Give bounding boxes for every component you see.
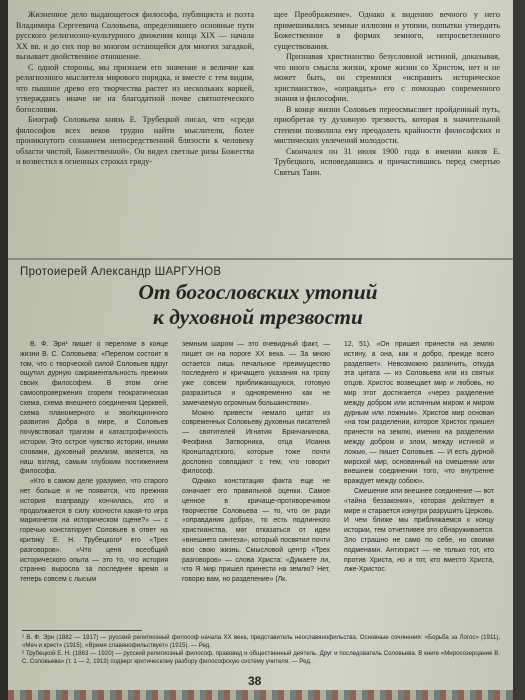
footnote: ¹ В. Ф. Эрн (1882 — 1917) — русский религиозный философ начала XX века, представитель неославянофильства. Основные сочинения: «Борьба за Логос» (1911), «Меч и крест» (1915), «Время славянофильствует» (1915). — Ред. [22, 634, 500, 649]
intro-paragraph: Признавая христианство безусловной истиной, доказывая, что иного смысла жизни, кроме жизни со Христом, нет и не может быть, он стремился «исправить историческое христианство», «оправдать» его с помощью современного знания и философии. [274, 52, 500, 103]
background-fabric-strip [8, 690, 513, 700]
intro-paragraph: Скончался он 31 июля 1900 года в имении князя Е. Трубецкого, исповедавшись и причастившись перед смертью Святых Таин. [274, 146, 500, 177]
intro-column-left [16, 10, 254, 168]
article-paragraph: Смешение или внешнее соединение — вот «тайна беззакония», которая действует в мире и старается изнутри разрушить Церковь. И чем ближе мы приближаемся к концу истории, тем отчетливее это обнаруживается. Зло страшно не само по себе, но своими подменами. Антихрист — не только тот, кто против Христа, но и тот, кто вместо Христа, лже-Христос. [344, 487, 494, 574]
article-column-3 [344, 340, 494, 575]
article-title [88, 280, 428, 330]
intro-column-right [274, 10, 500, 178]
intro-paragraph: Биограф Соловьева князь Е. Трубецкой писал, что «среди философов всех веков трудно найти мыслителя, более проникнутого сознанием непосредственной близости к человеку области чистой, Божественной». Он видел светлые ризы Божества и возвестил в огненных строках гряду- [16, 115, 254, 166]
page-binding-shadow [0, 0, 8, 700]
article-title-line: От богословских утопий [138, 280, 378, 304]
article-column-2 [182, 340, 330, 585]
page-number: 38 [248, 674, 262, 688]
article-paragraph: «Кто в самом деле уразумел, что старого нет больше и не появится, что прежняя история взаправду кончилась, кто и продолжается в силу косности какая-то игра марионеток на историческом сцене?» — с горечью констатирует Соловьев в ответ на критику Е. Н. Трубецкого² его «Трех разговоров». «Что ценя всеобщий исторического опыта — это то, что история странно выросла за последнее время и теперь совсем с лысым [20, 478, 168, 584]
intro-paragraph: С одной стороны, мы признаем его значение и величие как религиозного мыслителя мирового порядка, и вместе с тем видим, что пышное древо его творчества растет из нескольких корней, утверждаясь иначе не на благодатной почве святоотеческого богословия. [16, 62, 254, 114]
article-paragraph: 12, 51). «Он пришел принести на землю истину, а она, как и добро, прежде всего разделяет». Невозможно различить, откуда эта цитата — из Соловьева или из святых отцов. Христос возвещает мир и любовь, но мир этот достигается «через разделение между добром или истинным миром и миром дурным или ложным». Христов мир основан «на том разделении, которое Христос пришел принести на землю, именно на разделении между добром и злом, между истиной и ложью, — пишет Соловьев. — И есть дурной мирской мир, основанный на смешении или внешнем соединении того, что внутренне враждует между собою». [344, 341, 494, 486]
footnote: ² Трубецкой Е. Н. (1863 — 1920) — русский религиозный философ, правовед и общественный деятель. Друг и последователь Соловьева. В книге «Миросозерцание В. С. Соловьева» (т. 1 — 2, 1913) подверг критическому разбору философскую систему учителя. — Ред. [22, 650, 500, 665]
article-column-1 [20, 340, 168, 585]
magazine-page [8, 0, 513, 700]
intro-paragraph: щее Преображение». Однако к видению вечного у него примешивались земные иллюзии и утопии, попытки утвердить Божественное в формах земного, непросветленного существования. [274, 10, 500, 51]
article-author: Протоиерей Александр ШАРГУНОВ [20, 266, 222, 278]
footnote-rule [22, 630, 142, 631]
footnotes [22, 634, 500, 666]
article-paragraph: В. Ф. Эрн¹ пишет о переломе в конце жизни В. С. Соловьева: «Перелом состоит в том, что с творческой силой Соловьев вдруг ощутил дурную сакраментальность прежних своих философем. В этом огне самоопровержения сгорели теократическая схема, схема внешнего соединения Церквей, схема планомерного и эволюционного развития Добра в мире, и Соловьев почувствовал трагизм и катастрофичность истории. Это острое чувство истории, иными словами, духовный реализм, является, на наш взгляд, самым глубоким постижением философа. [20, 341, 168, 476]
article-paragraph: Однако констатация факта еще не означает его правильной оценки. Самое ценное в кричаще-противоречивом творчестве Соловьева — то, что он ради «оправдания добра», то есть подлинного христианства, мог отказаться от идеи «внешнего синтеза», который посвятил почти всю свою жизнь. Смысловой центр «Трех разговоров» — слова Христа: «Думаете ли, что Я мир пришел принести на землю? Нет, говорю вам, но разделение» (Лк. [182, 478, 330, 584]
article-paragraph: Можно привести немало цитат из современных Соловьеву духовных писателей — святителей Игнатия Брянчанинова, Феофана Затворника, отца Иоанна Кронштадтского, которые тоже почти дословно совпадают с тем, что говорит философ. [182, 409, 330, 476]
article-title-line: к духовной трезвости [153, 305, 363, 329]
article-paragraph: земным шаром — это очевидный факт, — пишет он на пороге XX века. — За мною остается лишь печальное преимущество последнего и кричащего указания на грозу уже совсем приближающуюся, готовую разразиться и одновременно как не замечаемую огромным большинством». [182, 341, 330, 407]
intro-paragraph: В конце жизни Соловьев переосмысляет пройденный путь, приобретая ту духовную трезвость, которая в значительной степени позволила ему преодолеть крайности философских и мистических увлечений молодости. [274, 104, 500, 145]
section-divider [8, 258, 513, 260]
intro-paragraph: Жизненное дело выдающегося философа, публициста и поэта Владимира Сергеевича Соловьева, определившего основные пути русского религиозно-культурного движения конца XIX — начала XX вв. и до сих пор во многом остающейся для многих загадкой, вызывает двойственное отношение. [16, 10, 254, 61]
